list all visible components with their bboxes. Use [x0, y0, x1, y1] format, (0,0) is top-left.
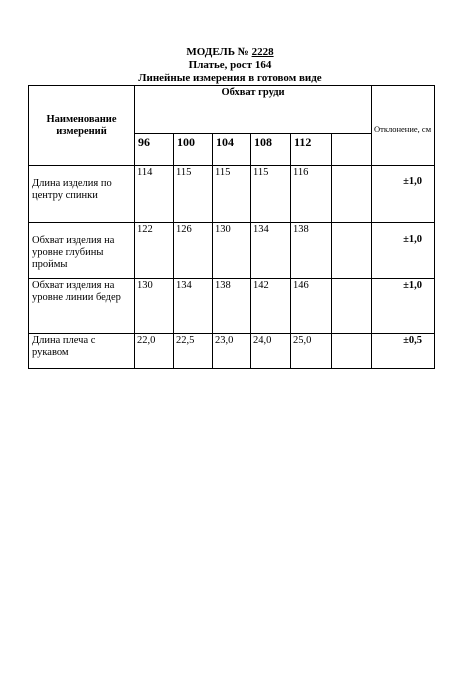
table-row [29, 279, 435, 334]
tolerance-cell: ±1,0 [372, 223, 435, 279]
value-cell: 126 [174, 223, 213, 279]
table-row [29, 223, 435, 279]
value-cell: 138 [291, 223, 332, 279]
deviation-header: Отклонение, см [372, 86, 435, 166]
value-cell: 134 [174, 279, 213, 334]
table-row [29, 334, 435, 369]
value-cell: 130 [135, 279, 174, 334]
measurement-name: Длина изделия по центру спинки [29, 166, 135, 223]
value-cell: 146 [291, 279, 332, 334]
value-cell: 115 [213, 166, 251, 223]
model-title [0, 46, 460, 59]
tolerance-cell: ±1,0 [372, 279, 435, 334]
value-cell: 138 [213, 279, 251, 334]
model-number: 2228 [251, 46, 274, 58]
size-cell: 108 [251, 134, 291, 166]
value-cell: 114 [135, 166, 174, 223]
tolerance-cell: ±0,5 [372, 334, 435, 369]
value-cell: 115 [174, 166, 213, 223]
measurement-name: Длина плеча с рукавом [29, 334, 135, 369]
measurements-table [28, 85, 435, 369]
value-cell: 25,0 [291, 334, 332, 369]
value-cell: 24,0 [251, 334, 291, 369]
measurement-name-header: Наименование измерений [29, 86, 135, 166]
value-cell: 23,0 [213, 334, 251, 369]
size-cell: 104 [213, 134, 251, 166]
value-cell [332, 223, 372, 279]
tolerance-cell: ±1,0 [372, 166, 435, 223]
size-cell [332, 134, 372, 166]
value-cell [332, 279, 372, 334]
value-cell: 130 [213, 223, 251, 279]
value-cell: 122 [135, 223, 174, 279]
value-cell: 22,5 [174, 334, 213, 369]
value-cell: 134 [251, 223, 291, 279]
value-cell: 115 [251, 166, 291, 223]
product-subtitle: Платье, рост 164 [188, 59, 272, 71]
table-title: Линейные измерения в готовом виде [138, 72, 322, 84]
value-cell [332, 166, 372, 223]
size-cell: 112 [291, 134, 332, 166]
value-cell [332, 334, 372, 369]
table-row [29, 166, 435, 223]
value-cell: 142 [251, 279, 291, 334]
value-cell: 22,0 [135, 334, 174, 369]
size-cell: 100 [174, 134, 213, 166]
value-cell: 116 [291, 166, 332, 223]
measurement-name: Обхват изделия на уровне глубины проймы [29, 223, 135, 279]
chest-girth-header: Обхват груди [135, 86, 372, 134]
size-cell: 96 [135, 134, 174, 166]
measurement-name: Обхват изделия на уровне линии бедер [29, 279, 135, 334]
model-label: МОДЕЛЬ № [186, 46, 249, 58]
